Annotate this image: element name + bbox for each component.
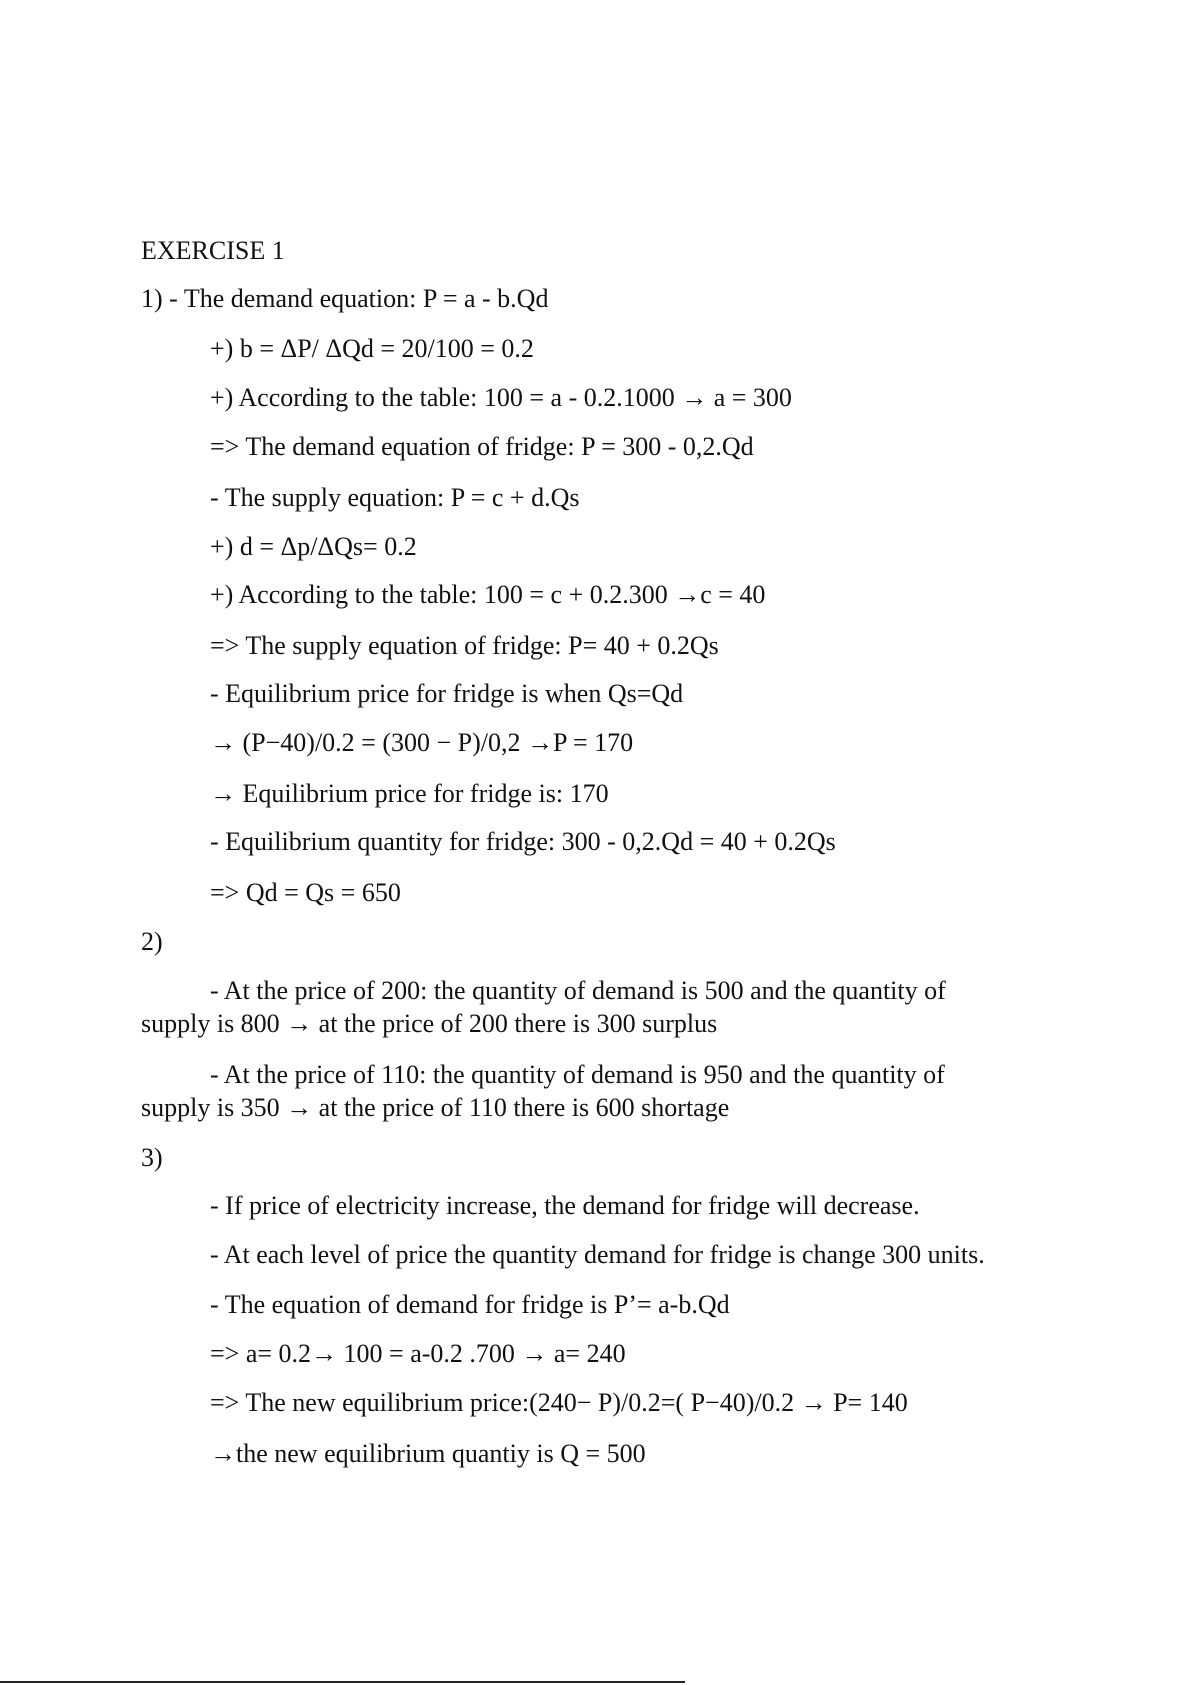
part1-line: => The demand equation of fridge: P = 300 - 0,2.Qd [210,432,754,461]
paragraph-line: supply is 800 → at the price of 200 there is 300 surplus [141,1009,718,1038]
paragraph-line: - At the price of 110: the quantity of demand is 950 and the quantity of [210,1060,945,1089]
part1-line: → Equilibrium price for fridge is: 170 [210,779,609,808]
part3-line: - At each level of price the quantity demand for fridge is change 300 units. [210,1240,985,1269]
part1-line: +) d = Δp/ΔQs= 0.2 [210,532,417,561]
part1-line: +) According to the table: 100 = c + 0.2.300 →c = 40 [210,580,766,609]
part1-line: → (P−40)/0.2 = (300 − P)/0,2 →P = 170 [210,728,634,757]
part3-line: - If price of electricity increase, the demand for fridge will decrease. [210,1191,920,1220]
part1-line: => The supply equation of fridge: P= 40 + 0.2Qs [210,631,719,660]
part1-line: - The supply equation: P = c + d.Qs [210,483,580,512]
part3-label: 3) [141,1143,163,1172]
part1-line: - Equilibrium quantity for fridge: 300 - 0,2.Qd = 40 + 0.2Qs [210,827,836,856]
part3-line: →the new equilibrium quantiy is Q = 500 [210,1439,646,1468]
part2-paragraph [141,974,1041,1040]
part2-label: 2) [141,927,163,956]
paragraph-line: supply is 350 → at the price of 110 there is 600 shortage [141,1093,730,1122]
part3-line: => The new equilibrium price:(240− P)/0.2=( P−40)/0.2 → P= 140 [210,1388,908,1417]
page-bottom-divider [0,1681,685,1683]
part1-line: => Qd = Qs = 650 [210,878,401,907]
part1-line: +) b = ΔP/ ΔQd = 20/100 = 0.2 [210,334,534,363]
part3-line: - The equation of demand for fridge is P’= a-b.Qd [210,1290,730,1319]
part1-intro: 1) - The demand equation: P = a - b.Qd [141,284,549,313]
exercise-title: EXERCISE 1 [141,236,285,265]
part2-paragraph [141,1058,1041,1124]
part1-line: +) According to the table: 100 = a - 0.2.1000 → a = 300 [210,383,792,412]
part3-line: => a= 0.2→ 100 = a-0.2 .700 → a= 240 [210,1339,626,1368]
paragraph-line: - At the price of 200: the quantity of demand is 500 and the quantity of [210,976,946,1005]
part1-line: - Equilibrium price for fridge is when Qs=Qd [210,679,684,708]
